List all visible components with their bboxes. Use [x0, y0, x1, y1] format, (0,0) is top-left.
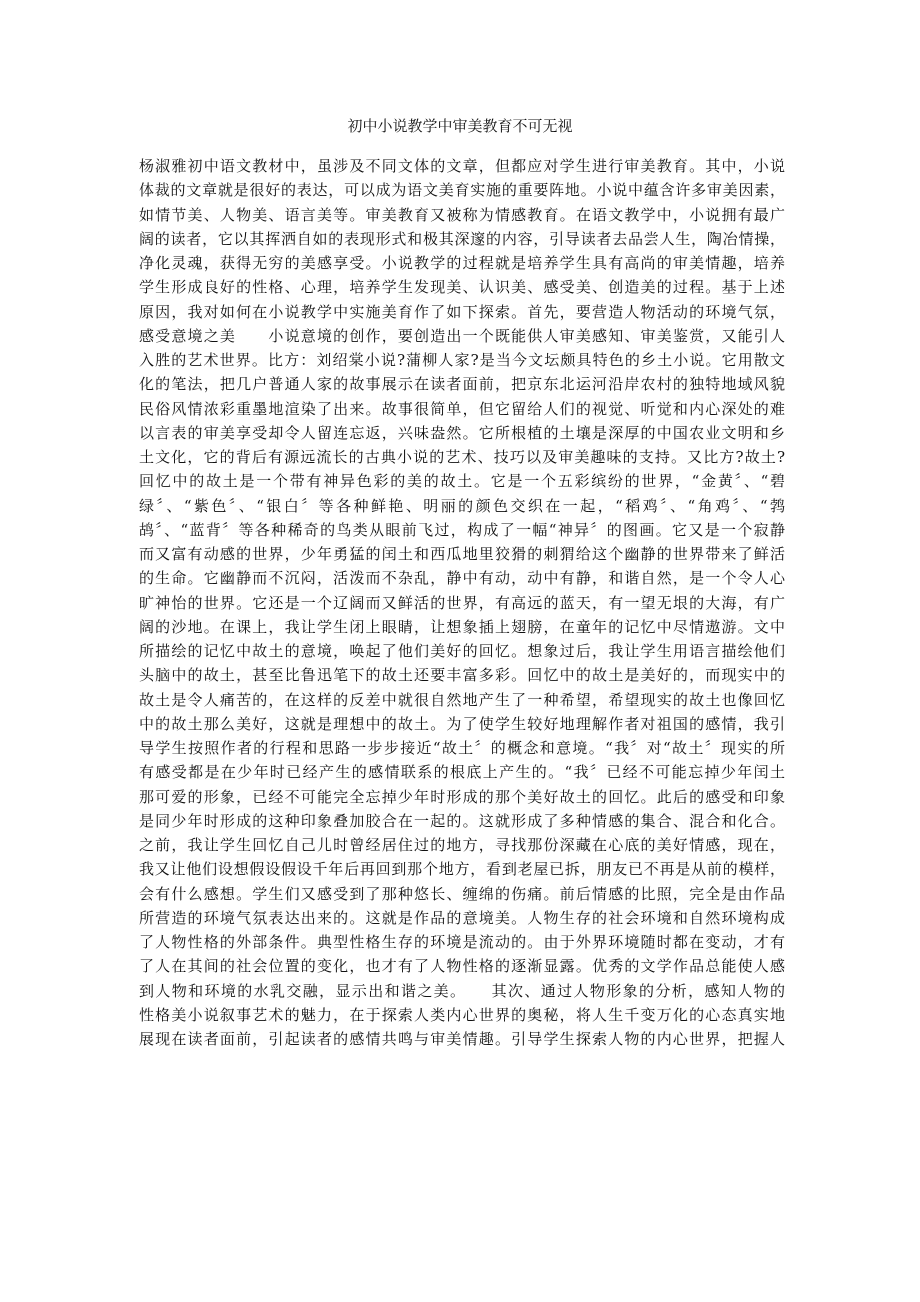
body-line: 了人物性格的外部条件。典型性格生存的环境是流动的。由于外界环境随时都在变动，才有 — [139, 933, 785, 951]
body-line: 感受意境之美 小说意境的创作，要创造出一个既能供人审美感知、审美鉴赏，又能引人 — [139, 326, 785, 345]
body-line: 体裁的文章就是很好的表达，可以成为语文美育实施的重要阵地。小说中蕴含许多审美因素， — [139, 181, 785, 200]
body-line: 我又让他们设想假设假设千年后再回到那个地方，看到老屋已拆，朋友已不再是从前的模样， — [139, 860, 785, 879]
body-line: 入胜的艺术世界。比方：刘绍棠小说?蒲柳人家?是当今文坛颇具特色的乡土小说。它用散文 — [139, 351, 785, 369]
body-line: 所营造的环境气氛表达出来的。这就是作品的意境美。人物生存的社会环境和自然环境构成 — [139, 908, 785, 927]
body-line: 以言表的审美享受却令人留连忘返，兴味盎然。它所根植的土壤是深厚的中国农业文明和乡 — [139, 423, 785, 442]
body-line: 而又富有动感的世界，少年勇猛的闰土和西瓜地里狡猾的刺猬给这个幽静的世界带来了鲜活 — [139, 545, 785, 563]
body-line: 回忆中的故土是一个带有神异色彩的美的故土。它是一个五彩缤纷的世界，“金黄〞、“碧 — [139, 472, 785, 491]
body-line: 故土是令人痛苦的，在这样的反差中就很自然地产生了一种希望，希望现实的故土也像回忆 — [139, 690, 785, 709]
body-line: 鸪〞、“蓝背〞等各种稀奇的鸟类从眼前飞过，构成了一幅“神异〞的图画。它又是一个寂静 — [139, 520, 785, 539]
body-line: 学生形成良好的性格、心理，培养学生发现美、认识美、感受美、创造美的过程。基于上述 — [139, 278, 785, 297]
body-line: 头脑中的故土，甚至比鲁迅笔下的故土还要丰富多彩。回忆中的故土是美好的，而现实中的 — [139, 666, 785, 685]
body-line: 杨淑雅初中语文教材中，虽涉及不同文体的文章，但都应对学生进行审美教育。其中，小说 — [139, 157, 785, 175]
body-line: 阔的读者，它以其挥洒自如的表现形式和极其深邃的内容，引导读者去品尝人生，陶冶情操， — [139, 229, 785, 248]
body-line: 了人在其间的社会位置的变化，也才有了人物性格的逐渐显露。优秀的文学作品总能使人感 — [139, 957, 785, 976]
body-line: 民俗风情浓彩重墨地渲染了出来。故事很简单，但它留给人们的视觉、听觉和内心深处的难 — [139, 399, 785, 418]
body-line: 旷神怡的世界。它还是一个辽阔而又鲜活的世界，有高远的蓝天，有一望无垠的大海，有广 — [139, 593, 785, 612]
body-line: 绿〞、“紫色〞、“银白〞等各种鲜艳、明丽的颜色交织在一起，“稻鸡〞、“角鸡〞、“鹁 — [139, 496, 785, 515]
body-line: 导学生按照作者的行程和思路一步步接近“故土〞的概念和意境。“我〞对“故土〞现实的所 — [139, 739, 785, 757]
body-line: 净化灵魂，获得无穷的美感享受。小说教学的过程就是培养学生具有高尚的审美情趣，培养 — [139, 254, 785, 272]
document-title: 初中小说教学中审美教育不可无视 — [347, 117, 573, 135]
body-line: 那可爱的形象，已经不可能完全忘掉少年时形成的那个美好故土的回忆。此后的感受和印象 — [139, 787, 785, 806]
body-line: 展现在读者面前，引起读者的感情共鸣与审美情趣。引导学生探索人物的内心世界，把握人 — [139, 1030, 785, 1048]
body-line: 到人物和环境的水乳交融，显示出和谐之美。 其次、通过人物形象的分析，感知人物的 — [139, 981, 785, 1000]
body-line: 之前，我让学生回忆自己儿时曾经居住过的地方，寻找那份深藏在心底的美好情感，现在， — [139, 836, 785, 854]
body-line: 原因，我对如何在小说教学中实施美育作了如下探索。首先，要营造人物活动的环境气氛， — [139, 302, 785, 321]
body-line: 是同少年时形成的这种印象叠加胶合在一起的。这就形成了多种情感的集合、混合和化合。 — [139, 811, 785, 830]
body-line: 所描绘的记忆中故土的意境，唤起了他们美好的回忆。想象过后，我让学生用语言描绘他们 — [139, 642, 785, 660]
body-line: 会有什么感想。学生们又感受到了那种悠长、缠绵的伤痛。前后情感的比照，完全是由作品 — [139, 884, 785, 903]
body-line: 土文化，它的背后有源远流长的古典小说的艺术、技巧以及审美趣味的支持。又比方?故土? — [139, 448, 785, 466]
body-line: 的生命。它幽静而不沉闷，活泼而不杂乱，静中有动，动中有静，和谐自然，是一个令人心 — [139, 569, 785, 588]
document-body — [139, 154, 785, 1051]
body-line: 阔的沙地。在课上，我让学生闭上眼睛，让想象插上翅膀，在童年的记忆中尽情遨游。文中 — [139, 617, 785, 636]
body-line: 性格美小说叙事艺术的魅力，在于探索人类内心世界的奥秘，将人生千变万化的心态真实地 — [139, 1005, 785, 1024]
body-line: 化的笔法，把几户普通人家的故事展示在读者面前，把京东北运河沿岸农村的独特地域风貌 — [139, 375, 785, 394]
body-line: 有感受都是在少年时已经产生的感情联系的根底上产生的。“我〞已经不可能忘掉少年闰土 — [139, 763, 785, 782]
body-line: 中的故土那么美好，这就是理想中的故土。为了使学生较好地理解作者对祖国的感情，我引 — [139, 714, 785, 733]
body-line: 如情节美、人物美、语言美等。审美教育又被称为情感教育。在语文教学中，小说拥有最广 — [139, 205, 785, 224]
